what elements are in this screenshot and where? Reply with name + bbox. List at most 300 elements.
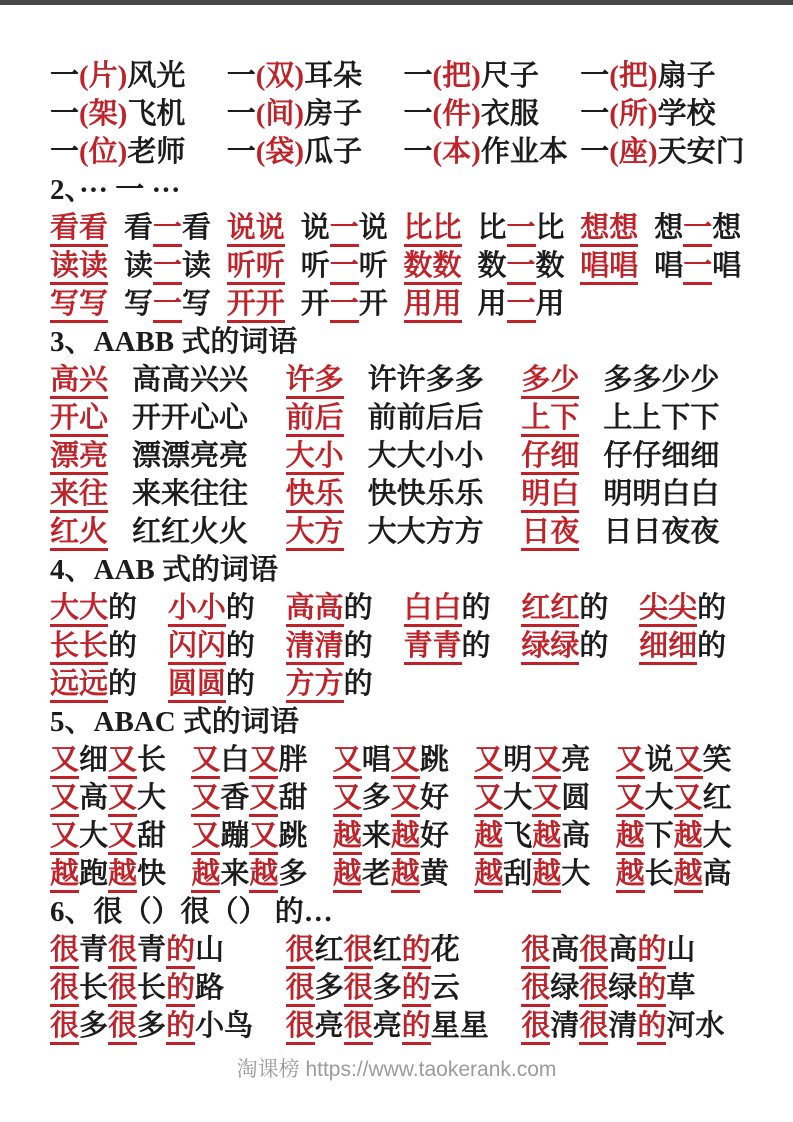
phrase xyxy=(616,741,732,779)
text-red: 高高 xyxy=(286,592,344,627)
text-red: 大大 xyxy=(50,592,108,627)
word-cell xyxy=(286,1007,522,1045)
text-black: 开开心心 xyxy=(132,402,249,434)
text-black: 说 xyxy=(358,212,388,244)
section-aab xyxy=(50,551,757,703)
word-row xyxy=(50,817,757,855)
text-black: 想 xyxy=(654,212,684,244)
text-red: 一 xyxy=(507,250,536,285)
text-black: 比 xyxy=(535,212,565,244)
phrase xyxy=(286,437,344,475)
phrase xyxy=(521,627,608,665)
text-black: 数 xyxy=(535,250,565,282)
text-red: 开开 xyxy=(227,288,285,323)
phrase xyxy=(286,399,344,437)
phrase xyxy=(368,437,484,475)
word-cell xyxy=(50,665,168,703)
text-black: 用 xyxy=(535,288,565,320)
phrase xyxy=(191,817,307,855)
phrase xyxy=(301,209,388,247)
text-red: (把) xyxy=(609,60,658,92)
phrase xyxy=(191,779,307,817)
text-black: 一 xyxy=(50,98,80,130)
phrase xyxy=(286,589,373,627)
word-cell xyxy=(191,741,332,779)
word-cell xyxy=(227,133,404,171)
text-black: 开 xyxy=(300,288,330,320)
text-black: 红 xyxy=(314,934,344,966)
phrase xyxy=(50,399,108,437)
phrase xyxy=(168,589,255,627)
text-black: 的 xyxy=(697,630,727,662)
text-black: 一 xyxy=(403,136,433,168)
phrase xyxy=(368,399,484,437)
text-red: 很 xyxy=(50,1010,79,1045)
text-black: 尺子 xyxy=(480,60,539,92)
word-cell xyxy=(50,931,286,969)
word-cell xyxy=(521,437,757,475)
text-red: 上下 xyxy=(521,402,579,437)
phrase xyxy=(124,247,211,285)
text-black: 跑 xyxy=(79,858,109,890)
text-red: 又 xyxy=(532,782,561,817)
text-red: 的 xyxy=(402,972,431,1007)
text-red: 越 xyxy=(532,820,561,855)
text-black: 大 xyxy=(561,858,591,890)
text-black: 绿 xyxy=(550,972,580,1004)
phrase xyxy=(191,741,307,779)
word-row xyxy=(50,95,757,133)
word-row xyxy=(50,437,757,475)
text-black: 大 xyxy=(79,820,109,852)
text-black: 一 xyxy=(226,98,256,130)
text-red: 大小 xyxy=(286,440,344,475)
word-row xyxy=(50,1007,757,1045)
text-red: (位) xyxy=(79,136,128,168)
text-red: 又 xyxy=(249,744,278,779)
text-red: 很 xyxy=(344,1010,373,1045)
text-red: 越 xyxy=(391,820,420,855)
word-cell xyxy=(521,361,757,399)
section-one-between xyxy=(50,171,757,323)
phrase xyxy=(50,779,166,817)
text-black: 下 xyxy=(644,820,674,852)
word-cell xyxy=(191,779,332,817)
phrase xyxy=(474,817,590,855)
text-black: 多多少少 xyxy=(603,364,720,396)
word-row xyxy=(50,969,757,1007)
text-black: 的 xyxy=(225,630,255,662)
text-red: 又 xyxy=(50,744,79,779)
word-row xyxy=(50,665,757,703)
text-red: 的 xyxy=(166,1010,195,1045)
text-red: 明白 xyxy=(521,478,579,513)
text-black: 清 xyxy=(608,1010,638,1042)
word-cell xyxy=(580,95,757,133)
phrase xyxy=(227,95,362,133)
text-black: 高 xyxy=(608,934,638,966)
text-red: 越 xyxy=(474,858,503,893)
phrase xyxy=(50,817,166,855)
text-black: 山 xyxy=(666,934,696,966)
text-black: 的 xyxy=(461,630,491,662)
text-red: 红火 xyxy=(50,516,108,551)
text-red: 很 xyxy=(521,934,550,969)
phrase xyxy=(404,285,462,323)
text-black: 红 xyxy=(372,934,402,966)
phrase xyxy=(50,855,166,893)
text-red: 远远 xyxy=(50,668,108,703)
text-black: 想 xyxy=(712,212,742,244)
word-cell xyxy=(474,855,615,893)
text-black: 说 xyxy=(644,744,674,776)
word-cell xyxy=(404,95,581,133)
phrase xyxy=(50,589,137,627)
word-row xyxy=(50,361,757,399)
text-red: 又 xyxy=(249,782,278,817)
word-cell xyxy=(50,513,286,551)
phrase xyxy=(474,779,590,817)
text-red: 很 xyxy=(108,972,137,1007)
text-red: 许多 xyxy=(286,364,344,399)
text-black: 河水 xyxy=(666,1010,725,1042)
phrase xyxy=(191,855,307,893)
word-cell xyxy=(639,627,757,665)
text-red: (间) xyxy=(255,98,305,130)
word-cell xyxy=(580,57,757,95)
phrase xyxy=(404,247,462,285)
text-red: 的 xyxy=(402,934,431,969)
phrase xyxy=(50,209,108,247)
text-black: 天安门 xyxy=(657,136,745,168)
word-cell xyxy=(191,817,332,855)
text-black: 长 xyxy=(137,972,167,1004)
section-heading-one-between: 2、··· 一 ··· xyxy=(50,174,181,206)
text-red: 又 xyxy=(616,782,645,817)
phrase xyxy=(639,589,726,627)
text-black: 的 xyxy=(579,630,609,662)
word-cell xyxy=(227,247,404,285)
phrase xyxy=(50,95,185,133)
phrase xyxy=(521,475,579,513)
word-cell xyxy=(286,627,404,665)
phrase xyxy=(301,247,388,285)
phrase xyxy=(227,209,285,247)
text-red: 越 xyxy=(333,858,362,893)
text-red: 圆圆 xyxy=(168,668,226,703)
phrase xyxy=(132,475,248,513)
word-cell xyxy=(404,57,581,95)
text-red: 又 xyxy=(674,744,703,779)
text-black: 明明白白 xyxy=(603,478,720,510)
word-cell xyxy=(286,665,404,703)
word-cell xyxy=(50,285,227,323)
text-red: 绿绿 xyxy=(521,630,579,665)
phrase xyxy=(50,285,108,323)
phrase xyxy=(124,285,211,323)
text-black: 跳 xyxy=(419,744,449,776)
word-cell xyxy=(639,589,757,627)
text-black: 的 xyxy=(343,592,373,624)
text-red: 来往 xyxy=(50,478,108,513)
phrase xyxy=(286,475,344,513)
text-red: 一 xyxy=(153,212,182,247)
text-black: 长 xyxy=(644,858,674,890)
word-cell xyxy=(50,399,286,437)
word-row xyxy=(50,209,757,247)
text-black: 高 xyxy=(702,858,732,890)
text-black: 路 xyxy=(195,972,225,1004)
text-red: 比比 xyxy=(404,212,462,247)
text-red: 很 xyxy=(344,972,373,1007)
text-black: 多 xyxy=(361,782,391,814)
word-cell xyxy=(50,57,227,95)
text-red: 前后 xyxy=(286,402,344,437)
word-row xyxy=(50,285,757,323)
word-cell xyxy=(404,247,581,285)
word-cell xyxy=(404,627,522,665)
text-black: 耳朵 xyxy=(304,60,363,92)
text-red: 的 xyxy=(637,972,666,1007)
phrase xyxy=(603,399,719,437)
word-cell xyxy=(404,133,581,171)
worksheet xyxy=(0,5,793,1045)
text-red: 一 xyxy=(153,250,182,285)
text-red: 一 xyxy=(330,250,359,285)
text-black: 跳 xyxy=(278,820,308,852)
text-red: 一 xyxy=(683,212,712,247)
text-red: 很 xyxy=(286,934,315,969)
phrase xyxy=(521,969,695,1007)
text-red: 闪闪 xyxy=(168,630,226,665)
phrase xyxy=(50,513,108,551)
phrase xyxy=(50,1007,253,1045)
text-red: 大方 xyxy=(286,516,344,551)
text-black: 看 xyxy=(182,212,212,244)
phrase xyxy=(654,247,741,285)
text-black: 的 xyxy=(343,630,373,662)
text-red: 很 xyxy=(286,1010,315,1045)
text-red: 看看 xyxy=(50,212,108,247)
text-black: 的 xyxy=(225,592,255,624)
word-cell xyxy=(191,855,332,893)
word-row xyxy=(50,589,757,627)
word-cell xyxy=(227,285,404,323)
word-row xyxy=(50,741,757,779)
text-red: 又 xyxy=(391,744,420,779)
text-black: 唱 xyxy=(654,250,684,282)
word-cell xyxy=(227,57,404,95)
text-black: 前前后后 xyxy=(367,402,484,434)
phrase xyxy=(580,95,715,133)
text-black: 漂漂亮亮 xyxy=(132,440,249,472)
phrase xyxy=(521,361,579,399)
text-black: 风光 xyxy=(127,60,186,92)
text-red: 越 xyxy=(674,820,703,855)
word-cell xyxy=(616,817,757,855)
text-black: 笑 xyxy=(702,744,732,776)
word-cell xyxy=(404,589,522,627)
text-red: 很 xyxy=(579,972,608,1007)
text-black: 许许多多 xyxy=(367,364,484,396)
text-black: 的 xyxy=(108,592,138,624)
phrase xyxy=(580,57,715,95)
text-red: 越 xyxy=(474,820,503,855)
phrase xyxy=(286,627,373,665)
text-black: 白 xyxy=(220,744,250,776)
text-red: 方方 xyxy=(286,668,344,703)
phrase xyxy=(227,285,285,323)
text-black: 用 xyxy=(477,288,507,320)
word-cell xyxy=(50,475,286,513)
phrase xyxy=(50,57,185,95)
text-red: 越 xyxy=(333,820,362,855)
text-black: 说 xyxy=(300,212,330,244)
phrase xyxy=(654,209,741,247)
word-cell xyxy=(286,513,522,551)
text-red: 很 xyxy=(50,972,79,1007)
phrase xyxy=(333,817,449,855)
word-cell xyxy=(286,589,404,627)
text-black: 多 xyxy=(137,1010,167,1042)
text-red: 越 xyxy=(391,858,420,893)
word-cell xyxy=(286,437,522,475)
text-red: 听听 xyxy=(227,250,285,285)
text-red: 的 xyxy=(637,1010,666,1045)
phrase xyxy=(521,1007,724,1045)
phrase xyxy=(616,817,732,855)
word-cell xyxy=(521,931,757,969)
text-red: 小小 xyxy=(168,592,226,627)
text-red: 又 xyxy=(191,782,220,817)
text-red: 又 xyxy=(108,744,137,779)
phrase xyxy=(404,57,539,95)
text-black: 一 xyxy=(580,98,610,130)
phrase xyxy=(478,285,565,323)
word-cell xyxy=(333,855,474,893)
text-black: 甜 xyxy=(137,820,167,852)
word-cell xyxy=(50,95,227,133)
text-red: 又 xyxy=(532,744,561,779)
text-red: 说说 xyxy=(227,212,285,247)
word-cell xyxy=(168,589,286,627)
footer-site-text: 淘课榜 https://www.taokerank.com xyxy=(236,1058,557,1081)
text-black: 高 xyxy=(550,934,580,966)
phrase xyxy=(286,1007,489,1045)
text-black: 仔仔细细 xyxy=(603,440,720,472)
text-red: 又 xyxy=(333,782,362,817)
text-red: (袋) xyxy=(255,136,305,168)
text-black: 多 xyxy=(79,1010,109,1042)
text-black: 瓜子 xyxy=(304,136,363,168)
text-red: 越 xyxy=(249,858,278,893)
word-cell xyxy=(50,247,227,285)
text-red: 很 xyxy=(521,1010,550,1045)
section-heading-aab: 4、AAB 式的词语 xyxy=(50,554,278,586)
phrase xyxy=(603,513,719,551)
phrase xyxy=(580,247,638,285)
word-cell xyxy=(50,437,286,475)
word-cell xyxy=(404,285,581,323)
text-black: 一 xyxy=(580,136,610,168)
text-red: 又 xyxy=(191,744,220,779)
word-cell xyxy=(521,513,757,551)
section-measure-words xyxy=(50,57,757,171)
section-abac xyxy=(50,703,757,893)
phrase xyxy=(124,209,211,247)
text-red: 用用 xyxy=(404,288,462,323)
text-black: 唱 xyxy=(361,744,391,776)
text-red: (座) xyxy=(609,136,658,168)
text-red: 又 xyxy=(616,744,645,779)
text-red: 多少 xyxy=(521,364,579,399)
text-black: 一 xyxy=(403,60,433,92)
phrase xyxy=(404,209,462,247)
word-cell xyxy=(333,817,474,855)
text-black: 好 xyxy=(419,820,449,852)
text-black: 来 xyxy=(220,858,250,890)
phrase xyxy=(50,627,137,665)
phrase xyxy=(227,57,362,95)
word-cell xyxy=(286,475,522,513)
phrase xyxy=(168,627,255,665)
word-cell xyxy=(50,855,191,893)
word-cell xyxy=(286,969,522,1007)
phrase xyxy=(168,665,255,703)
word-cell xyxy=(50,1007,286,1045)
word-cell xyxy=(50,209,227,247)
text-black: 作业本 xyxy=(480,136,568,168)
text-black: 听 xyxy=(300,250,330,282)
word-row xyxy=(50,57,757,95)
word-cell xyxy=(521,399,757,437)
text-red: 越 xyxy=(674,858,703,893)
text-red: 又 xyxy=(50,820,79,855)
phrase xyxy=(474,741,590,779)
word-cell xyxy=(580,133,757,171)
phrase xyxy=(521,589,608,627)
text-black: 高 xyxy=(79,782,109,814)
word-cell xyxy=(50,779,191,817)
word-cell xyxy=(333,741,474,779)
text-black: 来 xyxy=(361,820,391,852)
text-red: 很 xyxy=(108,1010,137,1045)
phrase xyxy=(286,361,344,399)
phrase xyxy=(227,133,362,171)
word-cell xyxy=(616,741,757,779)
word-cell xyxy=(50,817,191,855)
text-black: 大 xyxy=(503,782,533,814)
text-red: 红红 xyxy=(521,592,579,627)
text-black: 听 xyxy=(358,250,388,282)
word-cell xyxy=(50,133,227,171)
text-black: 快 xyxy=(137,858,167,890)
word-cell xyxy=(616,779,757,817)
text-black: 胖 xyxy=(278,744,308,776)
phrase xyxy=(368,513,484,551)
text-black: 唱 xyxy=(712,250,742,282)
phrase xyxy=(132,361,248,399)
text-red: 又 xyxy=(391,782,420,817)
text-black: 老 xyxy=(361,858,391,890)
text-black: 的 xyxy=(108,668,138,700)
phrase xyxy=(521,399,579,437)
text-red: (把) xyxy=(432,60,481,92)
phrase xyxy=(521,931,695,969)
word-row xyxy=(50,627,757,665)
text-red: (本) xyxy=(432,136,481,168)
text-black: 亮 xyxy=(314,1010,344,1042)
